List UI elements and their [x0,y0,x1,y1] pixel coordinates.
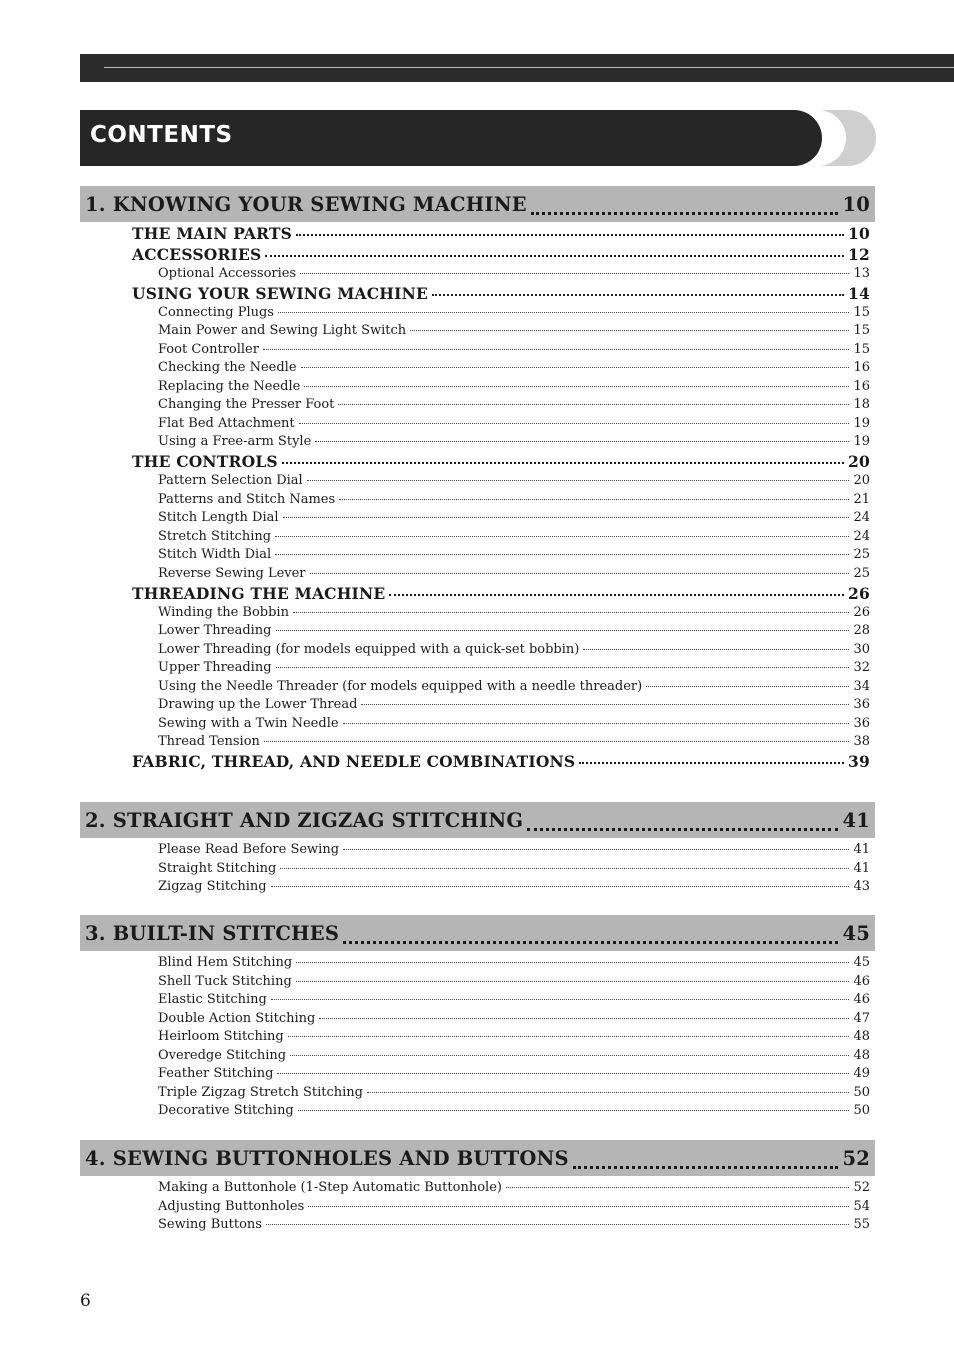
entry-title: Stretch Stitching [158,528,272,544]
leader-dots [573,1156,839,1169]
leader-dots [296,233,844,236]
top-header-bar [80,54,954,82]
entry-page: 24 [853,510,870,525]
toc-section-entry[interactable] [132,584,870,603]
toc-section-entry[interactable] [132,452,870,471]
leader-dots [300,272,849,274]
toc-subsection-entry[interactable] [158,510,870,525]
page-number: 6 [80,1291,91,1311]
toc-subsection-entry[interactable] [158,974,870,989]
toc-subsection-entry[interactable] [158,529,870,544]
leader-dots [343,722,850,724]
leader-dots [361,703,849,705]
leader-dots [275,535,849,537]
entry-title: Using a Free-arm Style [158,434,312,449]
entry-page: 45 [853,955,870,970]
leader-dots [307,479,850,481]
entry-title: Patterns and Stitch Names [158,491,336,507]
entry-page: 15 [853,341,870,357]
entry-page: 20 [853,473,870,488]
toc-subsection-entry[interactable] [158,379,870,394]
toc-subsection-entry[interactable] [158,305,870,320]
leader-dots [299,422,850,424]
entry-page: 25 [853,565,870,581]
entry-title: Heirloom Stitching [158,1029,284,1044]
entry-title: Feather Stitching [158,1066,274,1081]
entry-title: Thread Tension [158,734,260,749]
entry-title: Triple Zigzag Stretch Stitching [158,1084,363,1100]
toc-subsection-entry[interactable] [158,716,870,731]
entry-page: 15 [853,304,870,320]
leader-dots [275,553,849,555]
toc-subsection-entry[interactable] [158,697,870,712]
entry-page: 48 [853,1029,870,1044]
entry-title: Overedge Stitching [158,1047,287,1063]
leader-dots [293,611,850,613]
entry-page: 16 [853,360,870,375]
leader-dots [304,385,849,387]
chapter-title: 4. SEWING BUTTONHOLES AND BUTTONS [85,1146,569,1170]
entry-title: Straight Stitching [158,860,277,876]
leader-dots [271,885,850,887]
entry-page: 26 [853,604,870,620]
toc-subsection-entry[interactable] [158,642,870,657]
entry-page: 47 [853,1010,870,1026]
entry-title: Optional Accessories [158,265,297,281]
toc-subsection-entry[interactable] [158,1029,870,1044]
toc-section-entry[interactable] [132,752,870,771]
leader-dots [298,1109,850,1111]
toc-subsection-entry[interactable] [158,1180,870,1195]
chapter-page: 52 [842,1146,870,1170]
toc-subsection-entry[interactable] [158,955,870,970]
leader-dots [367,1091,849,1093]
leader-dots [271,998,850,1000]
entry-page: 43 [853,879,870,894]
toc-subsection-entry[interactable] [158,492,870,507]
leader-dots [583,648,849,650]
entry-page: 21 [853,491,870,507]
leader-dots [266,1223,849,1225]
leader-dots [343,848,849,850]
entry-page: 30 [853,641,870,657]
leader-dots [531,202,839,215]
entry-page: 41 [853,842,870,857]
entry-page: 18 [853,397,870,412]
leader-dots [310,572,850,574]
leader-dots [277,1072,849,1074]
chapter-heading[interactable] [80,186,875,222]
entry-page: 36 [853,697,870,712]
entry-title: Shell Tuck Stitching [158,973,292,989]
entry-page: 24 [853,528,870,544]
entry-page: 10 [848,224,870,243]
entry-page: 48 [853,1047,870,1063]
entry-title: Drawing up the Lower Thread [158,697,358,712]
entry-title: Stitch Length Dial [158,510,279,525]
entry-page: 41 [853,860,870,876]
toc-subsection-entry[interactable] [158,416,870,431]
entry-title: Upper Threading [158,660,272,675]
entry-title: Elastic Stitching [158,992,267,1007]
entry-title: Pattern Selection Dial [158,473,303,488]
chapter-page: 10 [842,192,870,216]
leader-dots [319,1017,849,1019]
leader-dots [290,1054,849,1056]
chapter-title: 3. BUILT-IN STITCHES [85,921,340,945]
entry-title: Replacing the Needle [158,378,301,394]
entry-page: 39 [848,752,870,771]
entry-title: Making a Buttonhole (1-Step Automatic Buttonhole) [158,1180,502,1195]
entry-page: 20 [848,452,870,471]
entry-title: Blind Hem Stitching [158,955,293,970]
toc-subsection-entry[interactable] [158,660,870,675]
toc-section-entry[interactable] [132,245,870,264]
entry-title: Foot Controller [158,341,259,357]
toc-subsection-entry[interactable] [158,434,870,449]
entry-title: ACCESSORIES [132,244,262,264]
toc-subsection-entry[interactable] [158,1066,870,1081]
entry-title: Checking the Needle [158,360,297,375]
entry-title: Lower Threading [158,623,272,638]
leader-dots [296,980,850,982]
entry-page: 19 [853,434,870,449]
chapter-title: 1. KNOWING YOUR SEWING MACHINE [85,192,527,216]
toc-subsection-entry[interactable] [158,1103,870,1118]
entry-title: Stitch Width Dial [158,547,272,562]
toc-subsection-entry[interactable] [158,547,870,562]
leader-dots [389,593,844,596]
entry-title: Adjusting Buttonholes [158,1198,305,1214]
entry-page: 12 [848,244,870,264]
chapter-page: 45 [842,921,870,945]
toc-subsection-entry[interactable] [158,842,870,857]
toc-subsection-entry[interactable] [158,1011,870,1026]
toc-subsection-entry[interactable] [158,1085,870,1100]
leader-dots [278,311,849,313]
toc-subsection-entry[interactable] [158,679,870,694]
entry-page: 34 [853,678,870,694]
entry-page: 28 [853,623,870,638]
chapter-heading[interactable] [80,915,875,951]
leader-dots [506,1186,849,1188]
entry-page: 50 [853,1103,870,1118]
entry-page: 50 [853,1084,870,1100]
leader-dots [276,666,850,668]
leader-dots [265,254,844,257]
chapter-heading[interactable] [80,1140,875,1176]
toc-subsection-entry[interactable] [158,861,870,876]
contents-banner [80,110,822,166]
entry-title: Main Power and Sewing Light Switch [158,323,407,338]
entry-title: Changing the Presser Foot [158,397,335,412]
leader-dots [579,761,844,764]
leader-dots [308,1205,849,1207]
entry-title: Using the Needle Threader (for models equipped with a needle threader) [158,678,643,694]
toc-subsection-entry[interactable] [158,879,870,894]
toc-subsection-entry[interactable] [158,323,870,338]
entry-title: Connecting Plugs [158,304,274,320]
leader-dots [263,348,850,350]
entry-page: 13 [853,265,870,281]
entry-page: 46 [853,992,870,1007]
leader-dots [646,685,849,687]
chapter-page: 41 [842,808,870,832]
entry-page: 14 [848,283,870,303]
toc-section-entry[interactable] [132,284,870,303]
entry-page: 49 [853,1066,870,1081]
entry-page: 16 [853,378,870,394]
leader-dots [296,961,849,963]
toc-subsection-entry[interactable] [158,992,870,1007]
entry-page: 54 [853,1198,870,1214]
leader-dots [280,867,849,869]
toc-subsection-entry[interactable] [158,266,870,281]
entry-title: THE CONTROLS [132,452,278,471]
toc-subsection-entry[interactable] [158,1048,870,1063]
leader-dots [410,329,849,331]
entry-page: 36 [853,715,870,731]
leader-dots [315,440,849,442]
leader-dots [343,931,838,944]
entry-title: Zigzag Stitching [158,879,267,894]
chapter-title: 2. STRAIGHT AND ZIGZAG STITCHING [85,808,524,832]
toc-subsection-entry[interactable] [158,473,870,488]
leader-dots [276,629,850,631]
entry-title: Reverse Sewing Lever [158,565,306,581]
toc-subsection-entry[interactable] [158,605,870,620]
entry-page: 55 [853,1217,870,1232]
leader-dots [338,403,849,405]
entry-page: 46 [853,973,870,989]
entry-title: USING YOUR SEWING MACHINE [132,283,428,303]
toc-subsection-entry[interactable] [158,342,870,357]
leader-dots [288,1035,850,1037]
leader-dots [301,366,850,368]
entry-title: Sewing Buttons [158,1217,262,1232]
entry-title: Double Action Stitching [158,1010,316,1026]
entry-title: Decorative Stitching [158,1103,294,1118]
entry-page: 19 [853,415,870,431]
leader-dots [432,293,844,296]
entry-title: THREADING THE MACHINE [132,583,386,603]
toc-subsection-entry[interactable] [158,623,870,638]
leader-dots [264,740,850,742]
leader-dots [527,818,838,831]
entry-page: 32 [853,660,870,675]
toc-subsection-entry[interactable] [158,360,870,375]
entry-title: THE MAIN PARTS [132,224,293,243]
toc-subsection-entry[interactable] [158,397,870,412]
toc-subsection-entry[interactable] [158,1199,870,1214]
entry-title: Lower Threading (for models equipped with a quick-set bobbin) [158,641,580,657]
page-title: CONTENTS [90,122,233,148]
entry-title: Please Read Before Sewing [158,842,340,857]
entry-page: 25 [853,547,870,562]
toc-subsection-entry[interactable] [158,1217,870,1232]
entry-page: 52 [853,1180,870,1195]
toc-section-entry[interactable] [132,224,870,243]
leader-dots [282,461,844,464]
toc-subsection-entry[interactable] [158,566,870,581]
chapter-heading[interactable] [80,802,875,838]
leader-dots [339,498,849,500]
entry-page: 15 [853,323,870,338]
toc-subsection-entry[interactable] [158,734,870,749]
entry-title: Winding the Bobbin [158,604,289,620]
entry-title: FABRIC, THREAD, AND NEEDLE COMBINATIONS [132,752,576,771]
entry-page: 26 [848,583,870,603]
entry-title: Flat Bed Attachment [158,415,295,431]
leader-dots [283,516,850,518]
header-rule [104,67,954,68]
entry-page: 38 [853,734,870,749]
entry-title: Sewing with a Twin Needle [158,715,339,731]
